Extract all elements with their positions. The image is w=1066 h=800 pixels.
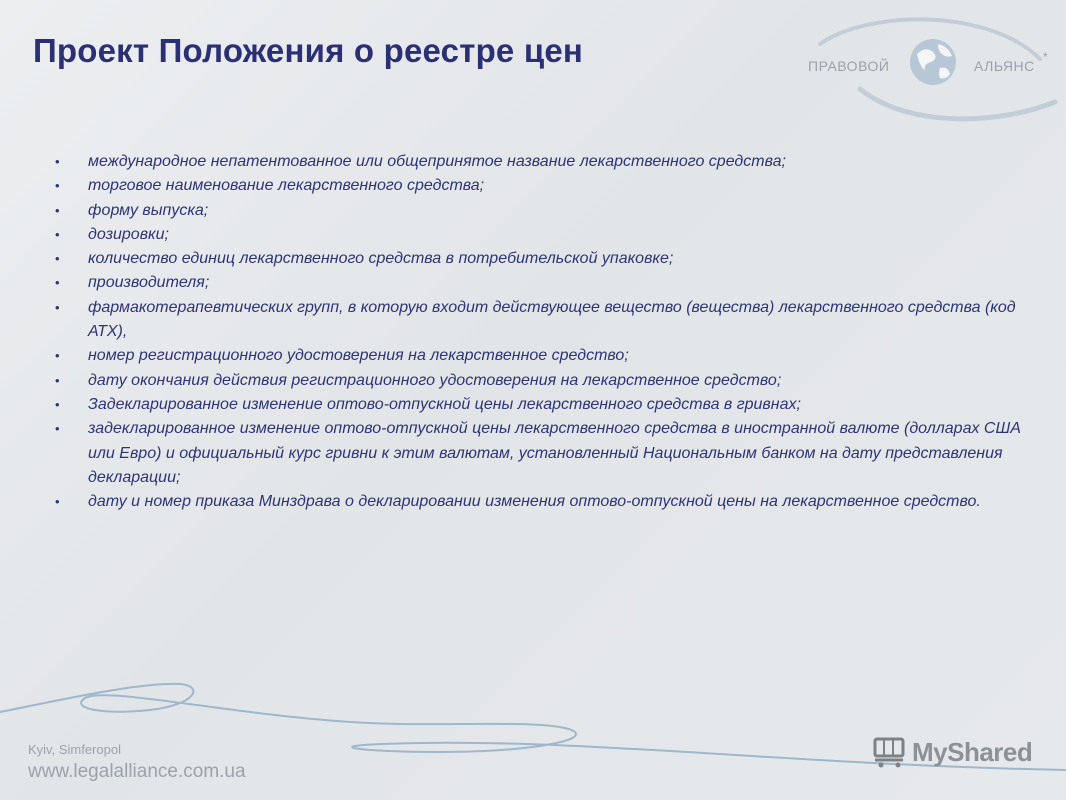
- list-item: [55, 247, 1045, 271]
- list-item: [55, 369, 1045, 393]
- list-item-text: дату и номер приказа Минздрава о декларировании изменения оптово-отпускной цены на лекарственное средство.: [88, 493, 981, 511]
- bullet-marker: •: [55, 154, 60, 169]
- list-item-text: международное непатентованное или общепринятое название лекарственного средства;: [88, 153, 786, 170]
- watermark-text: MyShared: [912, 736, 1033, 767]
- bullet-marker: •: [55, 372, 60, 388]
- bullet-marker: •: [55, 202, 60, 218]
- list-item: [55, 344, 1045, 368]
- bullet-marker: •: [55, 494, 60, 510]
- list-item-text: форму выпуска;: [88, 201, 209, 219]
- list-item-text: номер регистрационного удостоверения на лекарственное средство;: [88, 347, 629, 365]
- footer-city: Kyiv, Simferopol: [28, 742, 121, 757]
- list-item-text: торговое наименование лекарственного средства;: [88, 177, 485, 195]
- list-item: [55, 417, 1045, 490]
- list-item-text: дозировки;: [88, 225, 169, 243]
- list-item: [55, 223, 1045, 247]
- list-item: [55, 296, 1045, 345]
- bullet-marker: •: [55, 299, 60, 315]
- list-item-text: производителя;: [88, 274, 210, 292]
- list-item: [55, 174, 1045, 198]
- bullet-marker: •: [55, 421, 60, 437]
- bullet-marker: •: [55, 226, 60, 242]
- bullet-list: [55, 150, 1045, 514]
- bullet-marker: •: [55, 348, 60, 364]
- watermark: [872, 736, 1032, 768]
- bullet-marker: •: [55, 275, 60, 291]
- globe-icon: [910, 39, 956, 85]
- list-item-text: количество единиц лекарственного средства в потребительской упаковке;: [88, 250, 674, 268]
- logo-mark: *: [1043, 50, 1048, 64]
- list-item: [55, 393, 1045, 417]
- list-item-text: дату окончания действия регистрационного удостоверения на лекарственное средство;: [88, 371, 782, 389]
- list-item: [55, 490, 1045, 514]
- list-item: [55, 199, 1045, 223]
- list-item-text: Задекларированное изменение оптово-отпускной цены лекарственного средства в гривнах;: [88, 395, 801, 413]
- list-item-text: задекларированное изменение оптово-отпускной цены лекарственного средства в иностранной валюте (долларах США или Евро) и официальный курс гривни к этим валютам, установленный Национальным банком на дату представления декларации;: [88, 420, 1021, 486]
- logo-text-right: АЛЬЯНС: [974, 58, 1035, 74]
- bullet-marker: •: [55, 178, 60, 194]
- footer-url[interactable]: www.legalalliance.com.ua: [28, 761, 246, 782]
- list-item-text: фармакотерапевтических групп, в которую входит действующее вещество (вещества) лекарственного средства (код АТХ),: [88, 298, 1016, 341]
- list-item: [55, 150, 1045, 174]
- logo-text-left: ПРАВОВОЙ: [808, 58, 890, 74]
- cart-icon: [872, 736, 908, 768]
- list-item: [55, 271, 1045, 295]
- bullet-marker: •: [55, 251, 60, 267]
- bullet-marker: •: [55, 396, 60, 412]
- page-title: Проект Положения о реестре цен: [33, 32, 584, 69]
